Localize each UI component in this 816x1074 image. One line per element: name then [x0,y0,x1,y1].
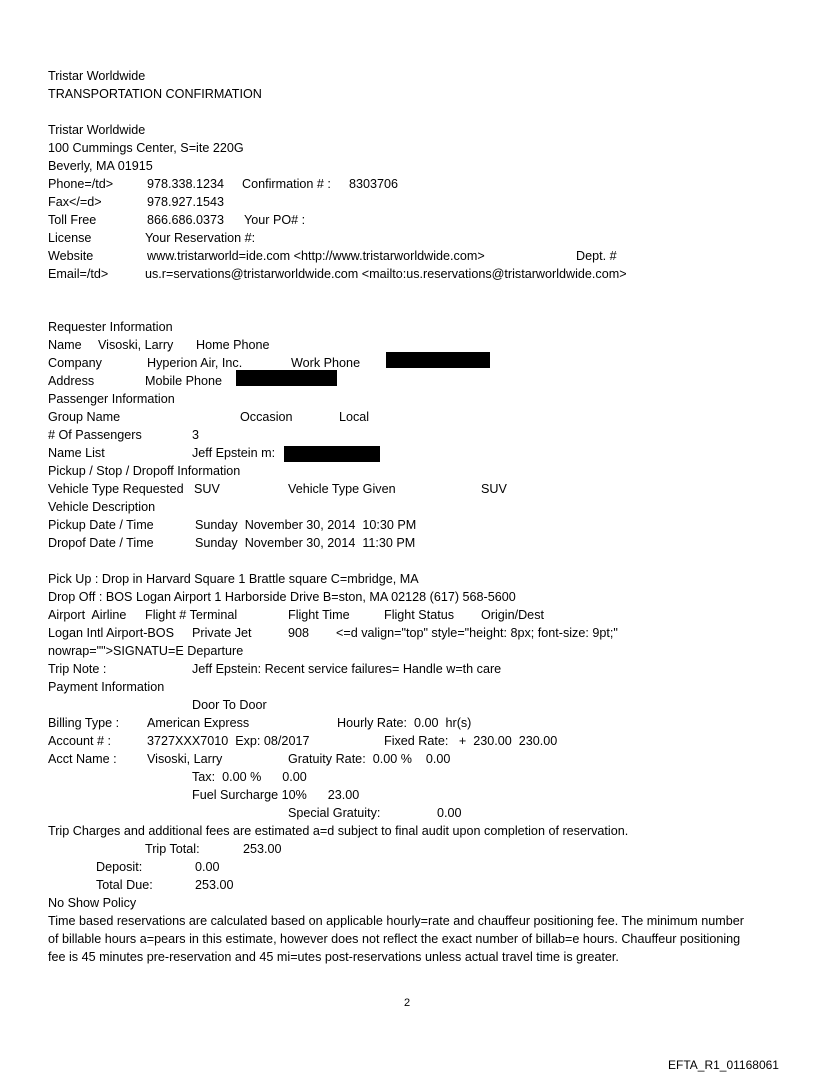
redaction-namelist [284,446,380,462]
website-label: Website [48,249,94,263]
acctname-label: Acct Name : [48,752,117,766]
hourly-rate: Hourly Rate: 0.00 hr(s) [337,716,472,730]
account-value: 3727XXX7010 Exp: 08/2017 [147,734,310,748]
deposit-label: Deposit: [96,860,143,874]
html-fragment: <=d valign="top" style="height: 8px; font-size: 9pt;" [336,626,618,640]
tollfree-label: Toll Free [48,213,97,227]
special-gratuity-value: 0.00 [437,806,462,820]
account-label: Account # : [48,734,112,748]
vehicle-req-value: SUV [194,482,220,496]
passenger-count: 3 [192,428,200,442]
contact-address1: 100 Cummings Center, S=ite 220G [48,141,244,155]
local-label: Local [339,410,370,424]
occasion-label: Occasion [240,410,293,424]
name-value: Visoski, Larry [98,338,174,352]
trip-total-label: Trip Total: [145,842,200,856]
estimate-note: Trip Charges and additional fees are estimated a=d subject to final audit upon completion of reservation. [48,824,629,838]
deposit-value: 0.00 [195,860,220,874]
flight-time-header: Flight Time [288,608,350,622]
vehicle-desc-label: Vehicle Description [48,500,156,514]
pickup-line: Pick Up : Drop in Harvard Square 1 Brattle square C=mbridge, MA [48,572,419,586]
airline: Private Jet [192,626,252,640]
reservation-label: Your Reservation #: [145,231,256,245]
fixed-rate: Fixed Rate: + 230.00 230.00 [384,734,558,748]
work-phone-label: Work Phone [291,356,361,370]
nowrap-line: nowrap="">SIGNATU=E Departure [48,644,244,658]
special-gratuity-label: Special Gratuity: [288,806,381,820]
tax-line: Tax: 0.00 % 0.00 [192,770,307,784]
website-value[interactable]: www.tristarworld=ide.com <http://www.tristarworldwide.com> [147,249,485,263]
billing-value: American Express [147,716,250,730]
vehicle-req-label: Vehicle Type Requested [48,482,184,496]
policy-heading: No Show Policy [48,896,137,910]
dropoff-dt-label: Dropof Date / Time [48,536,154,550]
total-due-label: Total Due: [96,878,153,892]
gratuity-rate: Gratuity Rate: 0.00 % 0.00 [288,752,451,766]
policy-text: Time based reservations are calculated based on applicable hourly=rate and chauffeur positioning fee. The minimum number of billable hours a=pears in this estimate, however does not reflect the exact number of billab=e hours. Chauffeur positioning fee is 45 minutes pre-reservation and 45 mi=utes post-reservations unless actual travel time is greater. [48,914,744,964]
tollfree-value: 866.686.0373 [147,213,225,227]
page-number: 2 [404,997,411,1009]
pickup-dt-label: Pickup Date / Time [48,518,154,532]
dropoff-line: Drop Off : BOS Logan Airport 1 Harborside Drive B=ston, MA 02128 (617) 568-5600 [48,590,516,604]
redaction-work-phone [386,352,490,368]
contact-address2: Beverly, MA 01915 [48,159,153,173]
license-label: License [48,231,92,245]
flight-status-header: Flight Status [384,608,454,622]
trip-note-label: Trip Note : [48,662,107,676]
company-value: Hyperion Air, Inc. [147,356,243,370]
company-label: Company [48,356,102,370]
mobile-phone-label: Mobile Phone [145,374,223,388]
dropoff-dt-value: Sunday November 30, 2014 11:30 PM [195,536,416,550]
billing-label: Billing Type : [48,716,120,730]
fax-value: 978.927.1543 [147,195,225,209]
fax-label: Fax</=d> [48,195,102,209]
address-label: Address [48,374,95,388]
passenger-heading: Passenger Information [48,392,175,406]
flight-terminal-header: Flight # Terminal [145,608,238,622]
header-title: TRANSPORTATION CONFIRMATION [48,87,262,101]
contact-company: Tristar Worldwide [48,123,146,137]
vehicle-given-value: SUV [481,482,507,496]
origin-header: Origin/Dest [481,608,544,622]
requester-heading: Requester Information [48,320,173,334]
flight-number: 908 [288,626,310,640]
group-label: Group Name [48,410,121,424]
bates-number: EFTA_R1_01168061 [668,1058,779,1072]
namelist-label: Name List [48,446,105,460]
confirmation-label: Confirmation # : [242,177,331,191]
payment-heading: Payment Information [48,680,165,694]
phone-value: 978.338.1234 [147,177,225,191]
pickup-dt-value: Sunday November 30, 2014 10:30 PM [195,518,417,532]
email-label: Email=/td> [48,267,109,281]
acctname-value: Visoski, Larry [147,752,223,766]
namelist-value: Jeff Epstein m: [192,446,276,460]
vehicle-given-label: Vehicle Type Given [288,482,396,496]
trip-note-value: Jeff Epstein: Recent service failures= Handle w=th care [192,662,502,676]
pickup-heading: Pickup / Stop / Dropoff Information [48,464,241,478]
door-to-door: Door To Door [192,698,267,712]
passenger-count-label: # Of Passengers [48,428,142,442]
confirmation-value: 8303706 [349,177,399,191]
dept-label: Dept. # [576,249,617,263]
phone-label: Phone=/td> [48,177,114,191]
airport-header: Airport Airline [48,608,127,622]
name-label: Name [48,338,82,352]
trip-total-value: 253.00 [243,842,282,856]
fuel-surcharge-line: Fuel Surcharge 10% 23.00 [192,788,360,802]
email-value[interactable]: us.r=servations@tristarworldwide.com <mailto:us.reservations@tristarworldwide.com> [145,267,627,281]
header-company: Tristar Worldwide [48,69,146,83]
po-label: Your PO# : [244,213,306,227]
airport-name: Logan Intl Airport-BOS [48,626,175,640]
home-phone-label: Home Phone [196,338,270,352]
redaction-mobile-phone [236,370,337,386]
total-due-value: 253.00 [195,878,234,892]
